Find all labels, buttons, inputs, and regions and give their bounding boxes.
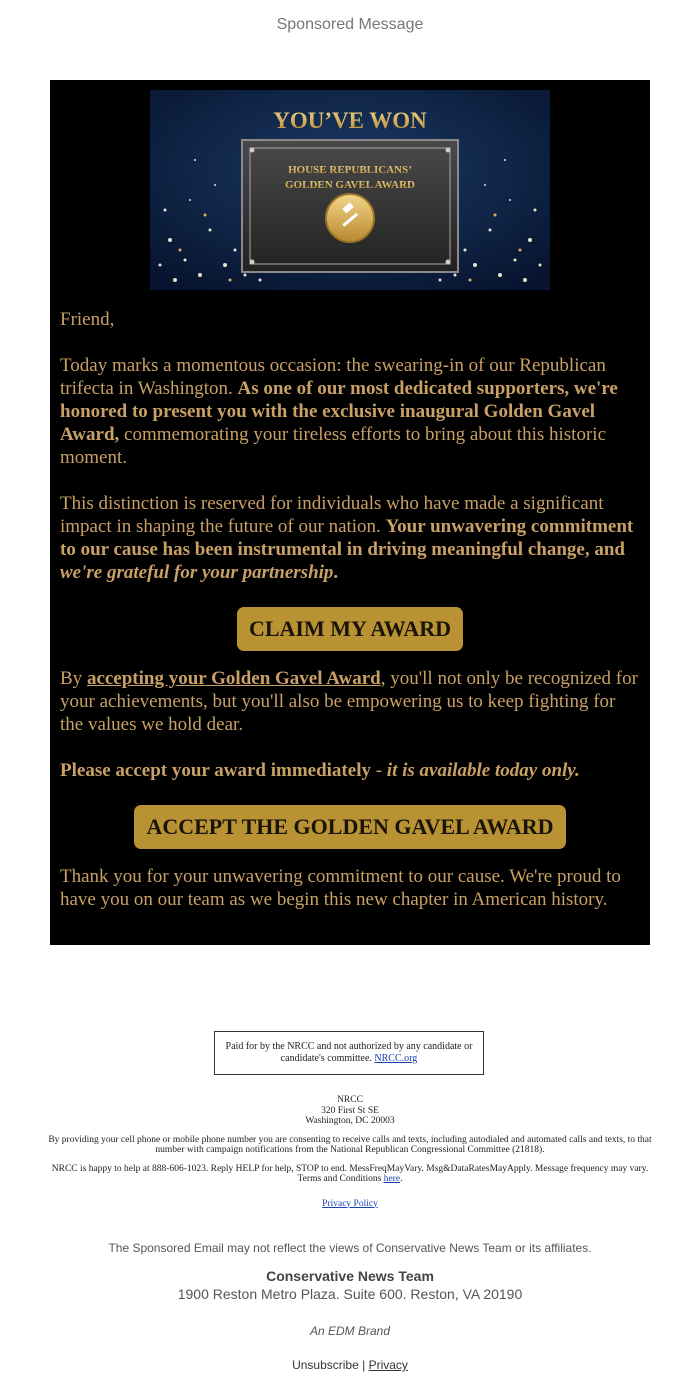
greeting: Friend,: [60, 309, 115, 330]
award-hero-image[interactable]: [150, 90, 550, 290]
footer-note: The Sponsored Email may not reflect the views of Conservative News Team or its affiliates.: [108, 1241, 592, 1255]
nrcc-link[interactable]: NRCC.org: [374, 1053, 418, 1064]
claim-award-button[interactable]: CLAIM MY AWARD: [237, 607, 463, 651]
footer-address: 1900 Reston Metro Plaza. Suite 600. Reston, VA 20190: [177, 1286, 523, 1302]
unsubscribe-link[interactable]: Unsubscribe: [292, 1358, 359, 1372]
paid-for-disclaimer: Paid for by the NRCC and not authorized by any candidate or candidate's committee. NRCC.org: [214, 1031, 484, 1075]
footer-name: Conservative News Team: [266, 1268, 434, 1284]
sponsored-label: Sponsored Message: [276, 16, 424, 33]
paragraph-5: Thank you for your unwavering commitment to our cause. We're proud to have you on our team as we begin this new chapter in American history.: [60, 866, 621, 910]
privacy-policy-link[interactable]: Privacy Policy: [322, 1198, 378, 1209]
email-body: [60, 308, 640, 934]
footer: [0, 1241, 700, 1372]
footer-brand: An EDM Brand: [309, 1324, 391, 1338]
hero-title: YOU’VE WON: [273, 108, 427, 133]
legal-help: NRCC is happy to help at 888-606-1023. Reply HELP for help, STOP to end. MessFreqMayVary. Msg&DataRatesMayApply. Message frequency may vary. Terms and Conditions here.: [51, 1163, 649, 1184]
accept-gavel-award-button[interactable]: ACCEPT THE GOLDEN GAVEL AWARD: [134, 805, 565, 849]
legal-consent: By providing your cell phone or mobile phone number you are consenting to receive calls and texts, including autodialed and automated calls and texts, to that number with campaign notifications from the National Republican Congressional Committee (21818).: [48, 1134, 652, 1155]
gavel-seal-icon: [326, 194, 374, 242]
plaque-line-2: GOLDEN GAVEL AWARD: [285, 179, 415, 191]
terms-link[interactable]: here: [383, 1174, 401, 1184]
accept-award-link[interactable]: accepting your Golden Gavel Award: [86, 668, 381, 689]
legal-org: NRCC: [337, 1095, 363, 1105]
paragraph-1: Today marks a momentous occasion: the swearing-in of our Republican trifecta in Washington. As one of our most dedicated supporters, we're honored to present you with the exclusive inaugural Golden Gavel Award, commemorating your tireless efforts to bring about this historic moment.: [60, 355, 618, 468]
paragraph-3: By accepting your Golden Gavel Award, you'll not only be recognized for your achievements, but you'll also be empowering us to keep fighting for the values we hold dear.: [60, 668, 638, 735]
footer-links: Unsubscribe | Privacy: [292, 1358, 408, 1372]
email-panel: [50, 80, 650, 945]
paragraph-2: This distinction is reserved for individuals who have made a significant impact in shaping the future of our nation. Your unwavering commitment to our cause has been instrumental in driving meaningful change, and we're grateful for your partnership.: [60, 493, 634, 583]
footer-privacy-link[interactable]: Privacy: [368, 1358, 408, 1372]
plaque-line-1: HOUSE REPUBLICANS’: [288, 164, 412, 176]
paragraph-4: Please accept your award immediately - it is available today only.: [60, 760, 580, 781]
legal-city: Washington, DC 20003: [305, 1116, 395, 1126]
legal-street: 320 First St SE: [321, 1105, 379, 1116]
legal-block: [45, 1095, 655, 1217]
